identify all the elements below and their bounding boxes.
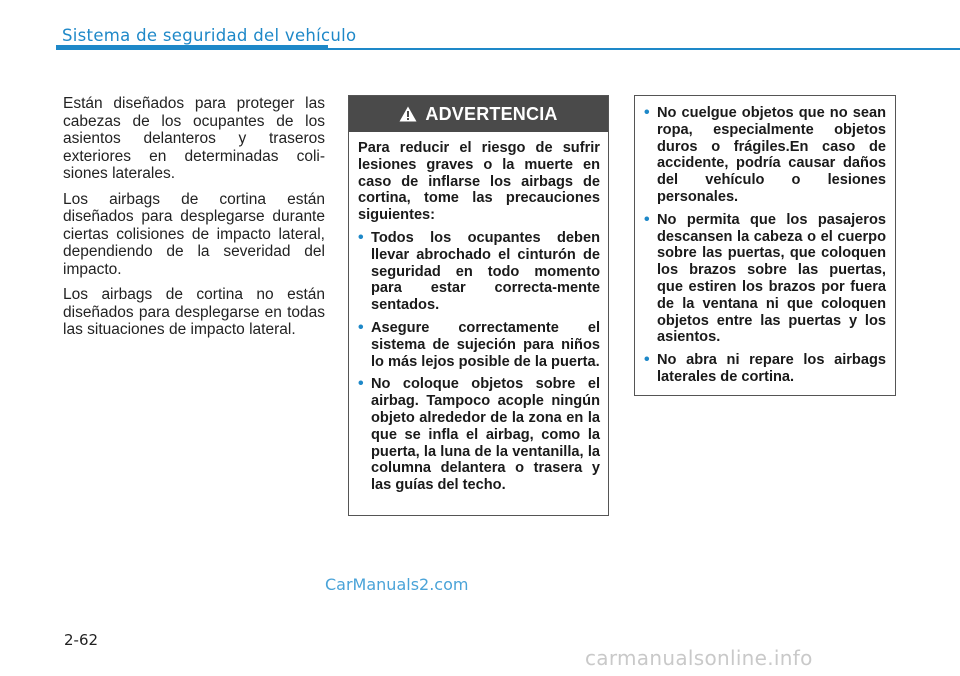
warning-title: ADVERTENCIA: [425, 103, 558, 124]
bullet-icon: •: [358, 375, 364, 393]
continued-list: [644, 105, 886, 386]
header-rule-thick: [56, 45, 328, 50]
warning-body: [349, 132, 608, 494]
list-item: • No abra ni repare los airbags laterales de cortina.: [644, 351, 886, 385]
warning-continued-box: [634, 95, 896, 396]
list-item: • No coloque objetos sobre el airbag. Tampoco acople ningún objeto alrededor de la zona en la que se infla el airbag, como la puerta, la luna de la ventanilla, la columna delantera o trasera y las guías del techo.: [358, 375, 600, 494]
bullet-icon: •: [358, 228, 364, 246]
list-item: • No permita que los pasajeros descansen la cabeza o el cuerpo sobre las puertas, que coloquen los brazos sobre las puertas, que estiren los brazos por fuera de la ventana ni que coloquen objetos entre las puertas y los asientos.: [644, 210, 886, 346]
paragraph: Los airbags de cortina no están diseñados para desplegarse en todas las situaciones de impacto lateral.: [63, 286, 325, 338]
bullet-icon: •: [644, 351, 650, 369]
list-item: • No cuelgue objetos que no sean ropa, especialmente objetos duros o frágiles.En caso de accidente, podría causar daños del vehículo o lesiones personales.: [644, 104, 886, 205]
warning-list: [358, 230, 600, 494]
watermark-link[interactable]: CarManuals2.com: [325, 575, 469, 594]
bullet-icon: •: [644, 104, 650, 121]
bullet-icon: •: [644, 210, 650, 228]
header-rule-thin: [328, 48, 960, 50]
bullet-icon: •: [358, 318, 364, 336]
paragraph: Están diseñados para proteger las cabezas de los ocupantes de los asientos delanteros y traseros exteriores en determinadas coli-siones laterales.: [63, 95, 325, 182]
list-item: • Asegure correctamente el sistema de sujeción para niños lo más lejos posible de la puerta.: [358, 318, 600, 370]
warning-box: [348, 95, 609, 516]
page-number: 2-62: [64, 631, 99, 649]
warning-triangle-icon: [399, 106, 417, 122]
section-title: Sistema de seguridad del vehículo: [62, 26, 357, 45]
footer-watermark: carmanualsonline.info: [585, 646, 813, 670]
warning-header: [349, 96, 608, 132]
list-item: • Todos los ocupantes deben llevar abrochado el cinturón de seguridad en todo momento para estar correcta-mente sentados.: [358, 228, 600, 314]
warning-intro: Para reducir el riesgo de sufrir lesiones graves o la muerte en caso de inflarse los airbags de cortina, tome las precauciones siguientes:: [358, 140, 600, 224]
left-column-text: [63, 95, 325, 347]
paragraph: Los airbags de cortina están diseñados para desplegarse durante ciertas colisiones de impacto lateral, dependiendo de la severidad del impacto.: [63, 190, 325, 278]
